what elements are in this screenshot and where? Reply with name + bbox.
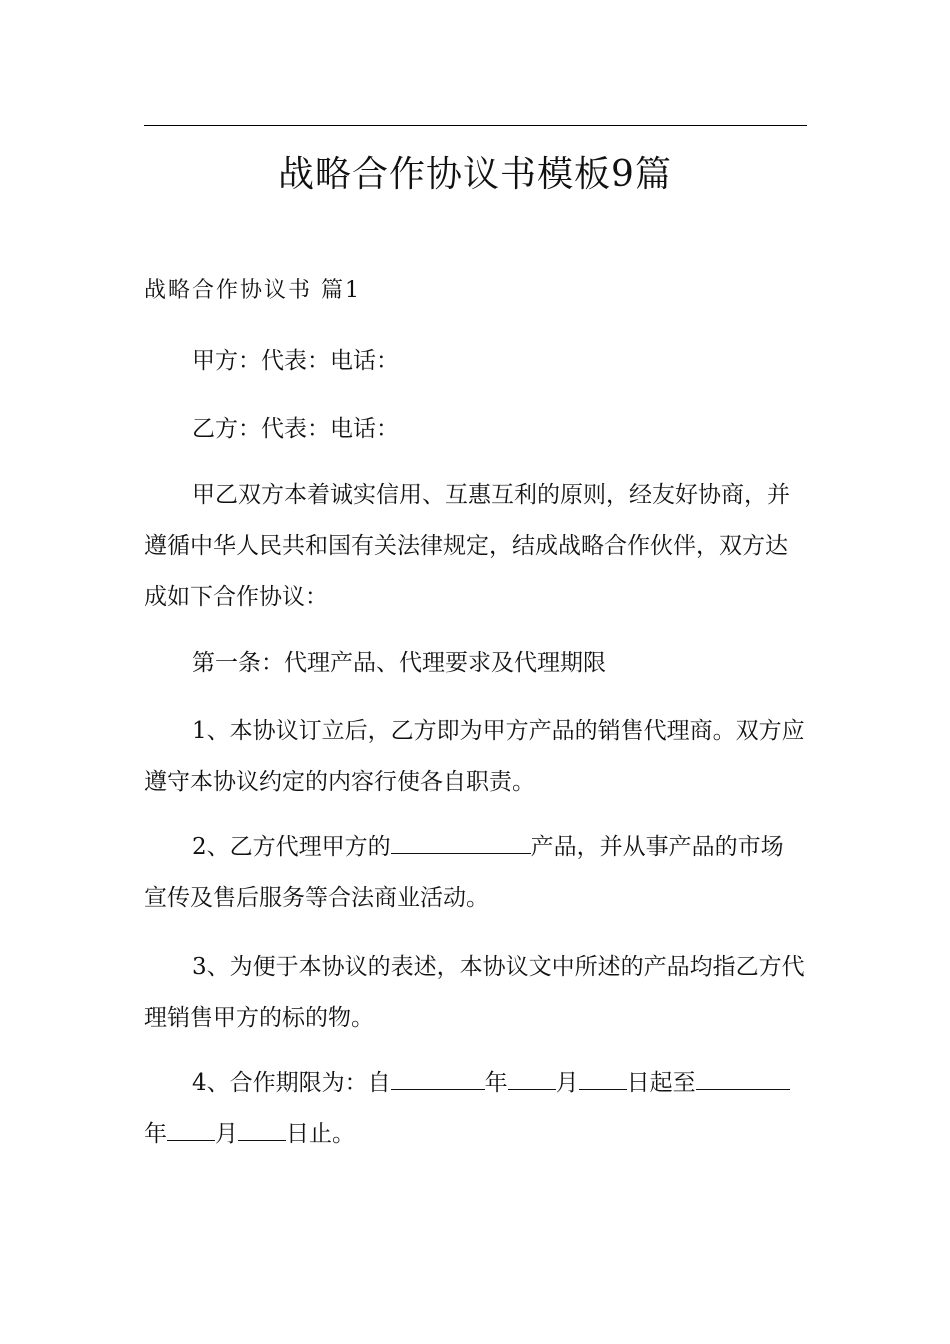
end-year-blank (696, 1065, 790, 1090)
header-rule (144, 125, 807, 126)
clause-2-suffix: 产品，并从事产品的市场宣传及售后服务等合法商业活动。 (144, 834, 784, 911)
start-year-blank (391, 1065, 485, 1090)
article-1-title: 第一条：代理产品、代理要求及代理期限 (192, 650, 606, 676)
clause-4 (144, 1058, 806, 1160)
party-a-line: 甲方：代表：电话： (192, 348, 399, 374)
clause-4-month: 月 (555, 1070, 579, 1096)
clause-4-month2: 月 (215, 1121, 238, 1147)
party-b-line: 乙方：代表：电话： (192, 416, 399, 442)
clause-4-day-from: 日起至 (626, 1070, 696, 1096)
start-month-blank (508, 1065, 556, 1090)
clause-1: 1、本协议订立后，乙方即为甲方产品的销售代理商。双方应遵守本协议约定的内容行使各自职责。 (144, 718, 805, 795)
clause-2 (144, 822, 806, 924)
end-day-blank (238, 1116, 286, 1141)
clause-4-year2: 年 (144, 1121, 167, 1147)
clause-3: 3、为便于本协议的表述，本协议文中所述的产品均指乙方代理销售甲方的标的物。 (144, 954, 805, 1031)
clause-2-prefix: 2、乙方代理甲方的 (192, 834, 391, 860)
clause-4-prefix: 4、合作期限为：自 (192, 1070, 391, 1096)
end-month-blank (167, 1116, 215, 1141)
intro-paragraph: 甲乙双方本着诚实信用、互惠互利的原则，经友好协商，并遵循中华人民共和国有关法律规定，结成战略合作伙伴，双方达成如下合作协议： (144, 482, 790, 610)
clause-4-end: 日止。 (286, 1121, 355, 1147)
clause-4-year: 年 (484, 1070, 508, 1096)
start-day-blank (579, 1065, 627, 1090)
product-blank (391, 829, 531, 854)
section-heading: 战略合作协议书 篇1 (144, 278, 361, 303)
document-title: 战略合作协议书模板9篇 (278, 154, 672, 195)
